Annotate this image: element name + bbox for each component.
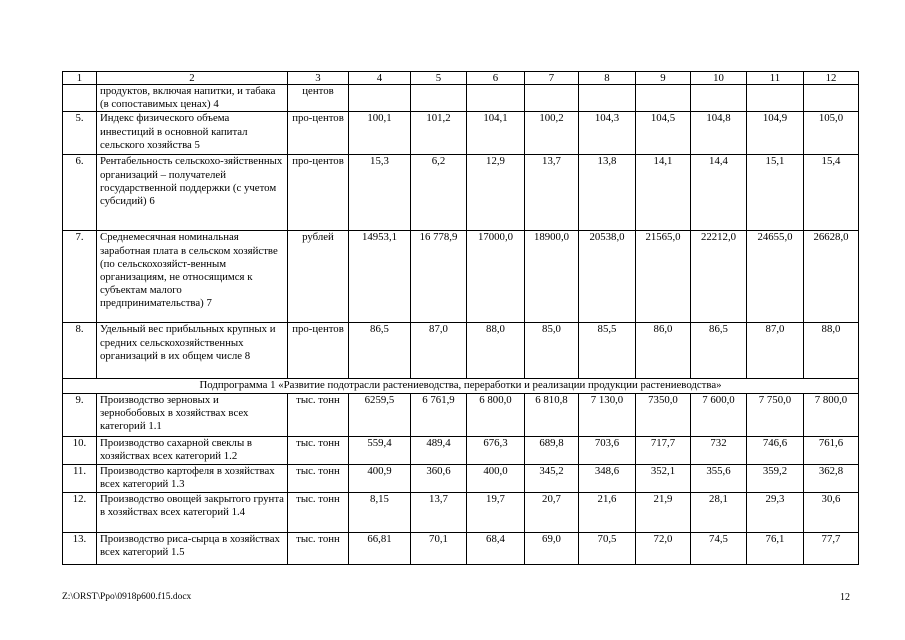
header-cell: 9 <box>636 72 691 85</box>
value-cell: 77,7 <box>804 532 859 564</box>
value-cell <box>636 85 691 112</box>
indicator-name: Производство овощей закрытого грунта в хозяйствах всех категорий 1.4 <box>97 492 288 532</box>
value-cell: 85,0 <box>525 323 579 379</box>
value-cell: 717,7 <box>636 436 691 464</box>
value-cell: 21,9 <box>636 492 691 532</box>
value-cell: 689,8 <box>525 436 579 464</box>
header-cell: 1 <box>63 72 97 85</box>
unit-cell: тыс. тонн <box>288 436 349 464</box>
value-cell: 746,6 <box>747 436 804 464</box>
value-cell <box>525 85 579 112</box>
row-number: 7. <box>63 231 97 323</box>
value-cell: 17000,0 <box>467 231 525 323</box>
value-cell: 359,2 <box>747 464 804 492</box>
value-cell <box>747 85 804 112</box>
value-cell: 676,3 <box>467 436 525 464</box>
table-row <box>63 112 859 155</box>
indicator-name: Индекс физического объема инвестиций в основной капитал сельского хозяйства 5 <box>97 112 288 155</box>
value-cell: 104,3 <box>579 112 636 155</box>
value-cell: 15,4 <box>804 155 859 231</box>
value-cell: 352,1 <box>636 464 691 492</box>
header-cell: 4 <box>349 72 411 85</box>
value-cell: 18900,0 <box>525 231 579 323</box>
value-cell: 8,15 <box>349 492 411 532</box>
value-cell <box>579 85 636 112</box>
value-cell: 7 130,0 <box>579 393 636 436</box>
header-cell: 7 <box>525 72 579 85</box>
value-cell: 7 750,0 <box>747 393 804 436</box>
value-cell: 559,4 <box>349 436 411 464</box>
value-cell: 100,1 <box>349 112 411 155</box>
value-cell: 20,7 <box>525 492 579 532</box>
value-cell: 87,0 <box>411 323 467 379</box>
value-cell <box>691 85 747 112</box>
value-cell: 489,4 <box>411 436 467 464</box>
subprogram-row <box>63 379 859 393</box>
value-cell: 7 800,0 <box>804 393 859 436</box>
table-row <box>63 464 859 492</box>
value-cell: 6 800,0 <box>467 393 525 436</box>
value-cell: 86,5 <box>691 323 747 379</box>
value-cell: 400,9 <box>349 464 411 492</box>
value-cell: 21565,0 <box>636 231 691 323</box>
value-cell: 6 810,8 <box>525 393 579 436</box>
value-cell: 100,2 <box>525 112 579 155</box>
unit-cell: тыс. тонн <box>288 492 349 532</box>
value-cell: 104,5 <box>636 112 691 155</box>
value-cell: 86,5 <box>349 323 411 379</box>
value-cell: 101,2 <box>411 112 467 155</box>
row-number: 8. <box>63 323 97 379</box>
table-row <box>63 155 859 231</box>
value-cell <box>411 85 467 112</box>
header-row <box>63 72 859 85</box>
value-cell <box>467 85 525 112</box>
value-cell: 70,5 <box>579 532 636 564</box>
value-cell: 24655,0 <box>747 231 804 323</box>
unit-cell: про-центов <box>288 323 349 379</box>
value-cell: 26628,0 <box>804 231 859 323</box>
value-cell: 400,0 <box>467 464 525 492</box>
value-cell: 7 600,0 <box>691 393 747 436</box>
value-cell: 69,0 <box>525 532 579 564</box>
value-cell: 70,1 <box>411 532 467 564</box>
value-cell: 104,1 <box>467 112 525 155</box>
table-row <box>63 231 859 323</box>
header-cell: 12 <box>804 72 859 85</box>
table-row <box>63 492 859 532</box>
value-cell: 14953,1 <box>349 231 411 323</box>
indicator-table <box>62 71 859 565</box>
value-cell: 348,6 <box>579 464 636 492</box>
value-cell: 16 778,9 <box>411 231 467 323</box>
value-cell: 104,9 <box>747 112 804 155</box>
indicator-name: Удельный вес прибыльных крупных и средних сельскохозяйственных организаций в их общем числе 8 <box>97 323 288 379</box>
header-cell: 3 <box>288 72 349 85</box>
value-cell: 761,6 <box>804 436 859 464</box>
value-cell: 29,3 <box>747 492 804 532</box>
value-cell: 86,0 <box>636 323 691 379</box>
table-row <box>63 85 859 112</box>
indicator-name: Производство картофеля в хозяйствах всех категорий 1.3 <box>97 464 288 492</box>
value-cell: 68,4 <box>467 532 525 564</box>
unit-cell: про-центов <box>288 155 349 231</box>
row-number: 11. <box>63 464 97 492</box>
value-cell: 87,0 <box>747 323 804 379</box>
unit-cell: центов <box>288 85 349 112</box>
value-cell: 6259,5 <box>349 393 411 436</box>
row-number: 10. <box>63 436 97 464</box>
value-cell: 74,5 <box>691 532 747 564</box>
value-cell: 30,6 <box>804 492 859 532</box>
row-number: 9. <box>63 393 97 436</box>
header-cell: 10 <box>691 72 747 85</box>
value-cell: 28,1 <box>691 492 747 532</box>
value-cell: 13,8 <box>579 155 636 231</box>
unit-cell: рублей <box>288 231 349 323</box>
value-cell: 345,2 <box>525 464 579 492</box>
page-number: 12 <box>840 592 850 603</box>
value-cell: 104,8 <box>691 112 747 155</box>
unit-cell: про-центов <box>288 112 349 155</box>
table-row <box>63 323 859 379</box>
row-number: 6. <box>63 155 97 231</box>
value-cell: 362,8 <box>804 464 859 492</box>
file-path: Z:\ORST\Ppo\0918p600.f15.docx <box>62 592 192 602</box>
row-number: 12. <box>63 492 97 532</box>
value-cell: 703,6 <box>579 436 636 464</box>
value-cell: 732 <box>691 436 747 464</box>
indicator-name: Среднемесячная номинальная заработная плата в сельском хозяйстве (по сельскохозяйст-венным организациям, не относящимся к субъектам малого предпринимательства) 7 <box>97 231 288 323</box>
header-cell: 2 <box>97 72 288 85</box>
indicator-name: Производство сахарной свеклы в хозяйствах всех категорий 1.2 <box>97 436 288 464</box>
value-cell: 21,6 <box>579 492 636 532</box>
row-number: 5. <box>63 112 97 155</box>
table-row <box>63 532 859 564</box>
value-cell: 13,7 <box>411 492 467 532</box>
unit-cell: тыс. тонн <box>288 532 349 564</box>
value-cell: 6,2 <box>411 155 467 231</box>
header-cell: 11 <box>747 72 804 85</box>
value-cell: 66,81 <box>349 532 411 564</box>
table-row <box>63 436 859 464</box>
value-cell: 13,7 <box>525 155 579 231</box>
value-cell: 355,6 <box>691 464 747 492</box>
value-cell: 88,0 <box>804 323 859 379</box>
value-cell: 15,3 <box>349 155 411 231</box>
value-cell: 7350,0 <box>636 393 691 436</box>
value-cell: 88,0 <box>467 323 525 379</box>
value-cell: 20538,0 <box>579 231 636 323</box>
value-cell: 14,4 <box>691 155 747 231</box>
value-cell: 85,5 <box>579 323 636 379</box>
row-number <box>63 85 97 112</box>
value-cell: 72,0 <box>636 532 691 564</box>
value-cell: 15,1 <box>747 155 804 231</box>
value-cell: 12,9 <box>467 155 525 231</box>
indicator-name: продуктов, включая напитки, и табака (в сопоставимых ценах) 4 <box>97 85 288 112</box>
unit-cell: тыс. тонн <box>288 393 349 436</box>
header-cell: 8 <box>579 72 636 85</box>
value-cell: 76,1 <box>747 532 804 564</box>
value-cell: 14,1 <box>636 155 691 231</box>
value-cell: 6 761,9 <box>411 393 467 436</box>
value-cell: 19,7 <box>467 492 525 532</box>
value-cell <box>349 85 411 112</box>
header-cell: 5 <box>411 72 467 85</box>
table-row <box>63 393 859 436</box>
value-cell: 105,0 <box>804 112 859 155</box>
value-cell <box>804 85 859 112</box>
row-number: 13. <box>63 532 97 564</box>
header-cell: 6 <box>467 72 525 85</box>
value-cell: 360,6 <box>411 464 467 492</box>
unit-cell: тыс. тонн <box>288 464 349 492</box>
indicator-name: Производство риса-сырца в хозяйствах всех категорий 1.5 <box>97 532 288 564</box>
subprogram-title: Подпрограмма 1 «Развитие подотрасли растениеводства, переработки и реализации продукции растениеводства» <box>63 379 859 393</box>
table-body <box>63 72 859 565</box>
indicator-name: Рентабельность сельскохо-зяйственных организаций – получателей государственной поддержки (с учетом субсидий) 6 <box>97 155 288 231</box>
indicator-name: Производство зерновых и зернобобовых в хозяйствах всех категорий 1.1 <box>97 393 288 436</box>
value-cell: 22212,0 <box>691 231 747 323</box>
